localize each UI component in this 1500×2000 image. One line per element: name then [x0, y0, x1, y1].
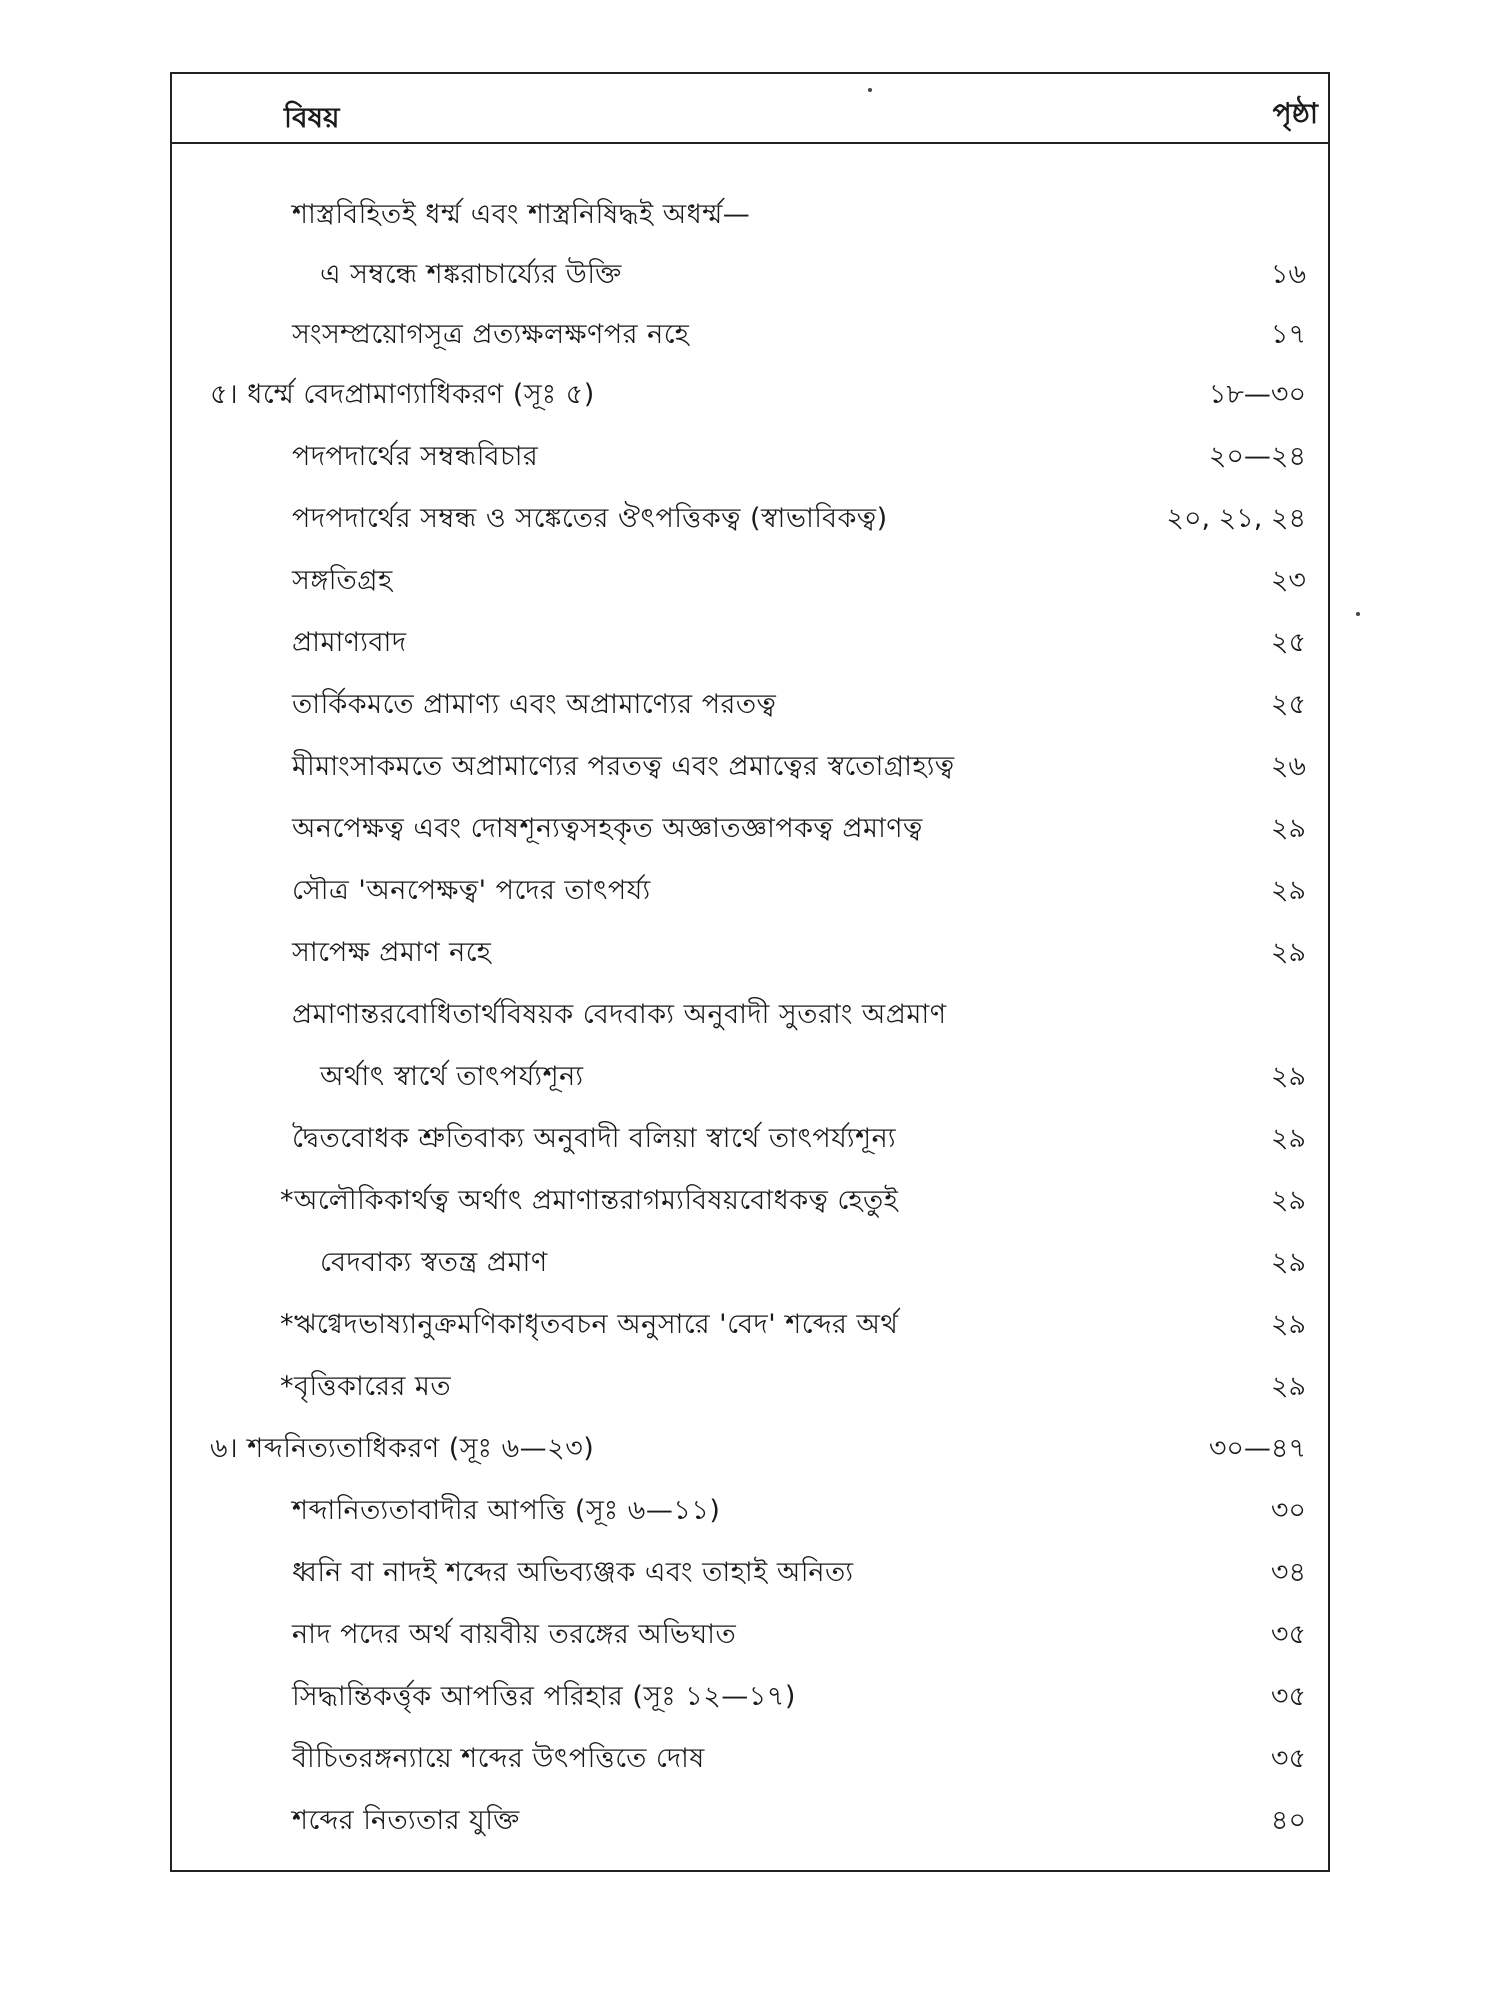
contents-entry — [172, 1738, 1328, 1800]
entry-title: দ্বৈতবোধক শ্রুতিবাক্য অনুবাদী বলিয়া স্বার্থে তাৎপর্য্যশূন্য — [292, 1123, 897, 1154]
contents-entry — [172, 436, 1328, 498]
entry-title: শব্দের নিত্যতার যুক্তি — [292, 1805, 520, 1836]
entry-title: ৫। ধর্ম্মে বেদপ্রামাণ্যাধিকরণ (সূঃ ৫) — [210, 379, 595, 410]
entry-page: ২৯ — [1270, 1185, 1306, 1216]
contents-entry — [172, 870, 1328, 932]
entry-title: শাস্ত্রবিহিতই ধর্ম্ম এবং শাস্ত্রনিষিদ্ধই অধর্ম্ম— — [292, 199, 751, 230]
contents-entry — [172, 560, 1328, 622]
entry-page: ২৯ — [1270, 1247, 1306, 1278]
page-column-heading: পৃষ্ঠা — [1272, 97, 1318, 130]
entry-title: সিদ্ধান্তিকর্ত্তৃক আপত্তির পরিহার (সূঃ ১২—১৭) — [292, 1681, 796, 1712]
entry-title: ৬। শব্দনিত্যতাধিকরণ (সূঃ ৬—২৩) — [210, 1433, 595, 1464]
entry-title: প্রামাণ্যবাদ — [292, 627, 407, 658]
entry-page: ২০, ২১, ২৪ — [1166, 503, 1306, 534]
entry-page: ২৯ — [1270, 937, 1306, 968]
entry-page: ৩৫ — [1270, 1681, 1306, 1712]
entry-page: ৩৪ — [1270, 1557, 1306, 1588]
contents-table — [170, 72, 1330, 1872]
contents-entry — [172, 1552, 1328, 1614]
contents-entry — [172, 194, 1328, 256]
entry-page: ৩৫ — [1270, 1619, 1306, 1650]
entry-title: সংসম্প্রয়োগসূত্র প্রত্যক্ষলক্ষণপর নহে — [292, 319, 690, 350]
entry-title: অর্থাৎ স্বার্থে তাৎপর্য্যশূন্য — [320, 1061, 584, 1092]
print-speck — [1356, 612, 1360, 616]
contents-entry — [172, 1056, 1328, 1118]
contents-entry — [172, 1180, 1328, 1242]
contents-entry — [172, 684, 1328, 746]
entry-title: পদপদার্থের সম্বন্ধবিচার — [292, 441, 539, 472]
entry-title: বীচিতরঙ্গন্যায়ে শব্দের উৎপত্তিতে দোষ — [292, 1743, 705, 1774]
contents-entry — [172, 1428, 1328, 1490]
entry-page: ২৬ — [1270, 751, 1306, 782]
contents-entry — [172, 808, 1328, 870]
entry-title: মীমাংসাকমতে অপ্রামাণ্যের পরতত্ব এবং প্রমাত্বের স্বতোগ্রাহ্যত্ব — [292, 751, 955, 782]
contents-entry — [172, 498, 1328, 560]
entry-page: ২৯ — [1270, 1309, 1306, 1340]
entry-page: ৩০ — [1270, 1495, 1306, 1526]
contents-entry — [172, 932, 1328, 994]
contents-entry — [172, 622, 1328, 684]
contents-entry — [172, 1490, 1328, 1552]
entry-page: ২৯ — [1270, 813, 1306, 844]
entry-title: প্রমাণান্তরবোধিতার্থবিষয়ক বেদবাক্য অনুবাদী সুতরাং অপ্রমাণ — [292, 999, 947, 1030]
entry-title: *বৃত্তিকারের মত — [280, 1371, 452, 1402]
entry-page: ২৫ — [1270, 627, 1306, 658]
contents-entry — [172, 1242, 1328, 1304]
entry-page: ২৯ — [1270, 1371, 1306, 1402]
entry-page: ১৮—৩০ — [1208, 379, 1306, 410]
contents-entry — [172, 1614, 1328, 1676]
entry-page: ২০—২৪ — [1208, 441, 1306, 472]
entry-page: ২৯ — [1270, 875, 1306, 906]
entry-title: *অলৌকিকার্থত্ব অর্থাৎ প্রমাণান্তরাগম্যবিষয়বোধকত্ব হেতুই — [280, 1185, 899, 1216]
entry-title: নাদ পদের অর্থ বায়বীয় তরঙ্গের অভিঘাত — [292, 1619, 737, 1650]
entry-page: ৩০—৪৭ — [1208, 1433, 1306, 1464]
table-header — [172, 74, 1328, 144]
entry-page: ৩৫ — [1270, 1743, 1306, 1774]
contents-entry — [172, 1304, 1328, 1366]
entry-page: ১৭ — [1270, 319, 1306, 350]
contents-entry — [172, 994, 1328, 1056]
entry-page: ২৩ — [1270, 565, 1306, 596]
contents-entry — [172, 1366, 1328, 1428]
entry-page: ৪০ — [1270, 1805, 1306, 1836]
entry-page: ১৬ — [1270, 259, 1306, 290]
contents-entry — [172, 1676, 1328, 1738]
entry-title: পদপদার্থের সম্বন্ধ ও সঙ্কেতের ঔৎপত্তিকত্ব (স্বাভাবিকত্ব) — [292, 503, 888, 534]
print-speck — [868, 88, 872, 92]
contents-entry — [172, 1800, 1328, 1862]
entry-title: সৌত্র 'অনপেক্ষত্ব' পদের তাৎপর্য্য — [292, 875, 651, 906]
entry-title: এ সম্বন্ধে শঙ্করাচার্য্যের উক্তি — [320, 259, 622, 290]
entry-title: ধ্বনি বা নাদই শব্দের অভিব্যঞ্জক এবং তাহাই অনিত্য — [292, 1557, 854, 1588]
entry-page: ২৯ — [1270, 1061, 1306, 1092]
entry-page: ২৯ — [1270, 1123, 1306, 1154]
entry-title: সঙ্গতিগ্রহ — [292, 565, 393, 596]
contents-entry — [172, 1118, 1328, 1180]
contents-entry — [172, 746, 1328, 808]
contents-entry — [172, 314, 1328, 376]
entry-title: অনপেক্ষত্ব এবং দোষশূন্যত্বসহকৃত অজ্ঞাতজ্ঞাপকত্ব প্রমাণত্ব — [292, 813, 923, 844]
entry-title: তার্কিকমতে প্রামাণ্য এবং অপ্রামাণ্যের পরতত্ব — [292, 689, 777, 720]
entry-title: *ঋগ্বেদভাষ্যানুক্রমণিকাধৃতবচন অনুসারে 'বেদ' শব্দের অর্থ — [280, 1309, 899, 1340]
entry-page: ২৫ — [1270, 689, 1306, 720]
entry-title: বেদবাক্য স্বতন্ত্র প্রমাণ — [320, 1247, 548, 1278]
subject-column-heading: বিষয় — [284, 101, 340, 134]
entry-title: শব্দানিত্যতাবাদীর আপত্তি (সূঃ ৬—১১) — [292, 1495, 721, 1526]
entry-title: সাপেক্ষ প্রমাণ নহে — [292, 937, 492, 968]
contents-entry — [172, 374, 1328, 436]
contents-entry — [172, 254, 1328, 316]
